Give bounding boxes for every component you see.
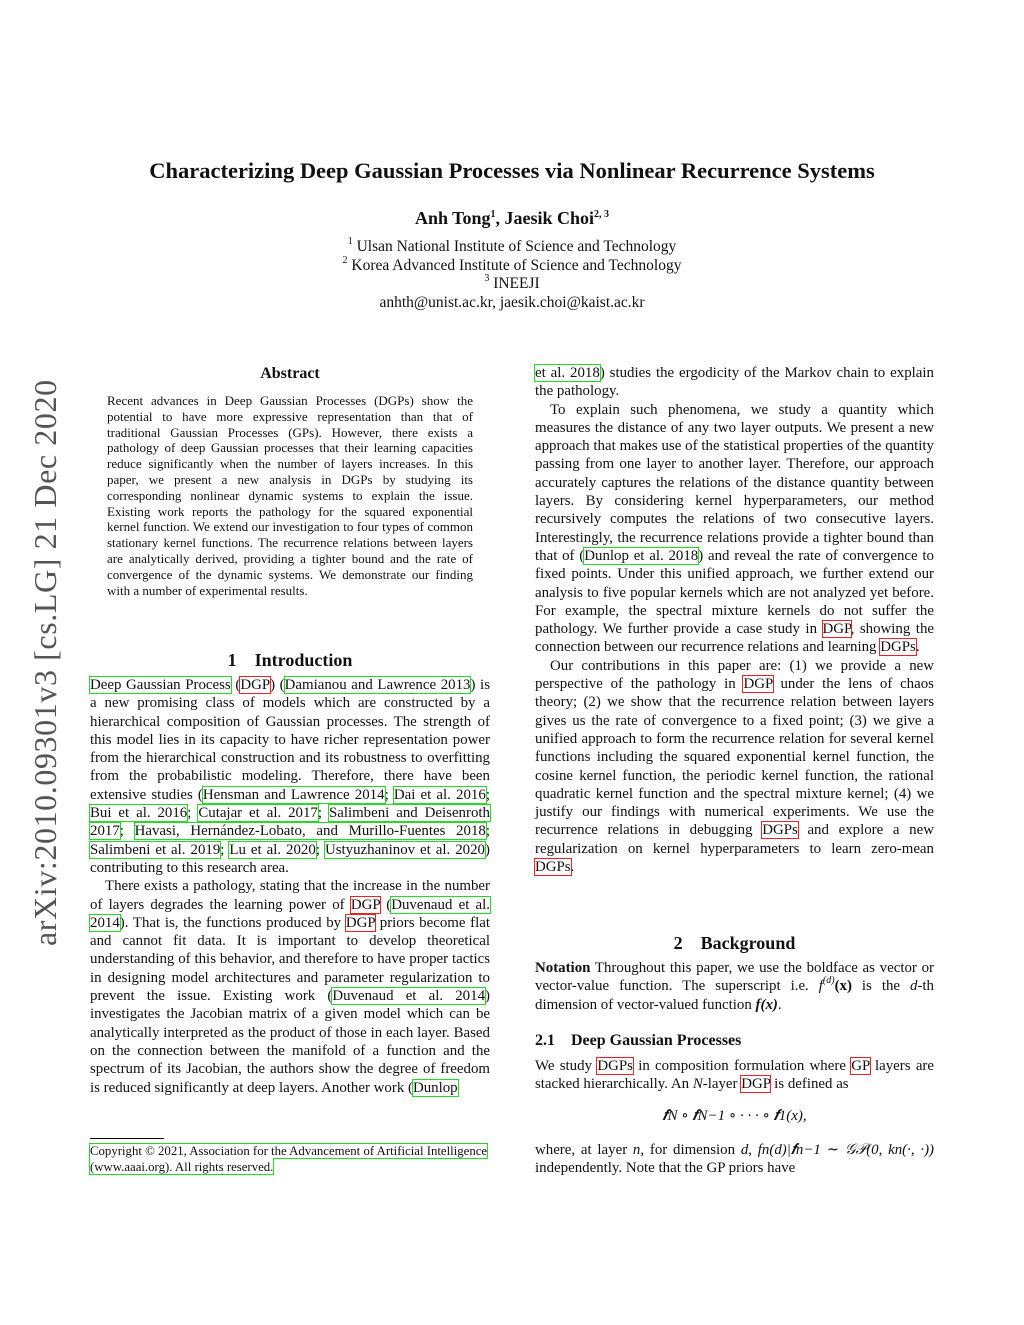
text-run: . [570,859,575,876]
text-run: in composition formulation where [632,1058,852,1074]
author-2: Jaesik Choi [504,208,595,228]
text-run: , for dimension [640,1142,741,1158]
link-dgp[interactable]: DGP [345,914,376,931]
text-run: under the lens of chaos theory; (2) we show that the recurrence relation between layers gives us the rate of convergence to a fixed point; (3) we give a unified approach to form the recurrence relation for several kernel functions including the squared exponential kernel function, the cosine kernel function, the periodic kernel function, the rational quadratic kernel function and the spectral mixture kernel; (4) we justify our findings with numerical experiments. We use the recurrence relations in debugging [535,676,934,839]
link-dgp[interactable]: DGP [822,621,851,638]
intro-paragraph-1 [90,676,490,877]
affiliation-2 [60,257,964,276]
right-paragraph-2 [535,657,934,877]
affiliation-3-sup: 3 [484,273,490,284]
text-run: There exists a pathology, stating that the increase in the number of layers degrades the learning power of [90,878,490,913]
text-run: To explain such phenomena, we study a quantity which measures the distance of any two layer outputs. We present a new approach that makes use of the statistical properties of the quantity passing from one layer to another layer. Therefore, our approach accurately captures the relations of the distance quantity between layers. By considering kernel hyperparameters, our method recursively computes the relations of two consecutive layers. Interestingly, the recurrence relations provide a tighter bound than that of ( [535,401,934,564]
citation-dai-2016[interactable]: Dai et al. 2016 [393,786,486,803]
link-dgps[interactable]: DGPs [880,639,916,656]
citation-hensman-2014[interactable]: Hensman and Lawrence 2014 [202,786,385,803]
text-run: We study [535,1058,598,1074]
math-n: n [632,1142,641,1158]
author-2-sup: 2, 3 [594,209,610,220]
citation-dunlop-2018[interactable]: et al. 2018 [535,365,600,381]
math-gp-prior: fn(d)|𝒇n−1 ∼ 𝒢𝒫(0, kn(·, ·)) [757,1142,934,1158]
right-paragraph-0 [535,364,934,401]
text-run: ( [380,896,392,913]
affiliation-1-sup: 1 [347,236,353,247]
affiliation-2-sup: 2 [342,255,348,266]
background-heading-text: Background [700,933,796,953]
author-1: Anh Tong [414,208,491,228]
link-dgp[interactable]: DGP [743,676,773,693]
dgp-composition-equation: 𝒇N ∘ 𝒇N−1 ∘ · · · ∘ 𝒇1(x), [662,1108,807,1124]
text-run: ; [315,841,325,858]
text-run: . [915,639,920,656]
text-run: , showing the connection between our recurrence relations and learning [535,621,934,656]
text-run: independently. Note that the GP priors have [535,1160,796,1177]
citation-lu-2020[interactable]: Lu et al. 2020 [229,841,316,858]
abstract-text: Recent advances in Deep Gaussian Processes (DGPs) show the potential to have more expressive representation than that of traditional Gaussian Processes (GPs). However, there exists a pathology of deep Gaussian processes that their learning capacities reduce significantly when the number of layers increases. In this paper, we present a new analysis in DGPs by studying its corresponding nonlinear dynamic systems to explain the issue. Existing work reports the pathology for the squared exponential kernel function. We extend our investigation to four types of common stationary kernel functions. The recurrence relations between layers are analytically derived, providing a tighter bound and the rate of convergence of the dynamic systems. We demonstrate our finding with a number of experimental results. [107,393,473,598]
affiliation-2-text: Korea Advanced Institute of Science and Technology [351,257,682,274]
text-run: ) is a new promising class of models which are constructed by a hierarchical composition of Gaussian processes. The strength of this model lies in its capacity to have richer representation power from the hierarchical construction and its robustness to overfitting from the probabilistic modeling. Therefore, there have been extensive studies ( [90,677,490,803]
dgp-definition-paragraph [535,1057,934,1094]
text-run: where, at layer [535,1142,633,1158]
affiliation-3 [60,275,964,294]
text-run: ( [230,677,241,693]
text-run: ) and reveal the rate of convergence to fixed points. Under this unified approach, we further extend our analysis to five popular kernels which are not analyzed yet before. For example, the spectral mixture kernels do not suffer the pathology. We further provide a case study in [535,547,934,638]
intro-heading-text: Introduction [254,650,353,670]
text-run: ; [384,786,394,803]
citation-duvenaud-2014[interactable]: Duvenaud et al. 2014 [90,896,491,931]
text-run: Throughout this paper, we use the boldface as vector or vector-value function. The superscript i.e. [535,960,934,995]
intro-heading [90,650,490,671]
text-run: ; [485,823,490,840]
link-deep-gaussian-process[interactable]: Deep Gaussian Process [90,677,231,693]
affiliation-1-text: Ulsan National Institute of Science and Technology [356,238,677,255]
right-paragraph-1 [535,401,934,657]
math-f-d-x: $f^{(d)}(x)$ [818,975,852,995]
citation-bui-2016[interactable]: Bui et al. 2016 [90,805,188,822]
citation-ustyuzhaninov-2020[interactable]: Ustyuzhaninov et al. 2020 [324,841,485,858]
affiliation-3-text: INEEJI [493,275,540,292]
copyright-footnote [90,1143,490,1175]
math-n-layer: N [692,1076,703,1093]
intro-number: 1 [227,650,237,670]
text-run: ; [187,805,199,822]
text-run: is defined as [770,1076,849,1093]
text-run: . [777,996,782,1013]
author-line [60,208,964,229]
text-run: ) studies the ergodicity of the Markov chain to explain the pathology. [535,365,934,400]
intro-paragraph-2 [90,877,490,1097]
link-gp[interactable]: GP [851,1058,870,1074]
footnote-rule [90,1138,164,1139]
author-emails: anhth@unist.ac.kr, jaesik.choi@kaist.ac.kr [379,294,645,311]
citation-dunlop[interactable]: Dunlop [412,1079,458,1096]
abstract-heading: Abstract [260,365,320,382]
text-run: -th dimension of vector-valued function [535,978,934,1013]
citation-cutajar-2017[interactable]: Cutajar et al. 2017 [198,805,318,822]
text-run: layers are stacked hierarchically. An [535,1058,935,1093]
citation-dunlop-2018[interactable]: Dunlop et al. 2018 [584,547,699,564]
text-run: priors become flat and cannot fit data. It is important to develop theoretical understanding of this behavior, and therefore to have proper tactics in designing model architectures and parameter regularization to prevent the issue. Existing work ( [90,914,490,1005]
citation-salimbeni-2017[interactable]: Salimbeni and Deisenroth 2017 [90,805,490,840]
citation-duvenaud-2014[interactable]: Duvenaud et al. 2014 [332,988,486,1005]
text-run: ; [317,805,329,822]
notation-paragraph [535,959,934,1014]
text-run: ) contributing to this research area. [90,841,490,876]
author-separator: , [495,208,505,228]
link-dgps[interactable]: DGPs [762,822,798,839]
link-dgp[interactable]: DGP [240,677,271,693]
author-1-sup: 1 [490,209,496,220]
link-dgps[interactable]: DGPs [597,1058,633,1074]
text-run: , [748,1142,758,1158]
background-heading [535,933,934,954]
math-d: d [910,978,918,995]
subsection-heading-text: Deep Gaussian Processes [571,1032,742,1049]
text-run: ; [119,823,135,840]
text-run: ; [485,786,490,803]
text-run: ) investigates the Jacobian matrix of a given model which can be analytically interpreted as the product of those in each layer. Based on the connection between the manifold of a function and the spectrum of its Jacobian, the authors show the degree of freedom is reduced significantly at deep layers. Another work ( [90,988,490,1096]
text-run: -layer [702,1076,742,1093]
text-run: and explore a new regularization on kernel hyperparameters to learn zero-mean [535,822,934,857]
subsection-number: 2.1 [535,1032,555,1049]
math-d: d [740,1142,749,1158]
paper-title: Characterizing Deep Gaussian Processes via Nonlinear Recurrence Systems [149,158,875,183]
text-run: ) ( [270,677,285,693]
citation-damianou-2013[interactable]: Damianou and Lawrence 2013 [284,677,471,693]
link-dgp[interactable]: DGP [350,896,381,913]
text-run: is the [851,978,910,995]
background-number: 2 [673,933,683,953]
where-paragraph [535,1141,934,1178]
citation-salimbeni-2019[interactable]: Salimbeni et al. 2019 [90,841,221,858]
notation-label: Notation [535,960,591,976]
arxiv-sidebar-stamp: arXiv:2010.09301v3 [cs.LG] 21 Dec 2020 [27,379,63,946]
text-run: ). That is, the functions produced by [119,914,346,931]
link-dgps[interactable]: DGPs [535,859,571,876]
intro-body [90,676,490,1097]
copyright-link[interactable]: Copyright © 2021, Association for the Advancement of Artificial Intelligence (www.aaai.org). All rights reserved. [90,1144,488,1174]
link-dgp[interactable]: DGP [741,1076,771,1093]
affiliation-1 [60,238,964,257]
math-f-x: f(x) [755,996,778,1013]
citation-havasi-2018[interactable]: Havasi, Hernández-Lobato, and Murillo-Fuentes 2018 [134,823,486,840]
right-column-body [535,364,934,876]
text-run: ; [220,841,230,858]
subsection-heading [535,1032,934,1050]
text-run: Our contributions in this paper are: (1) we provide a new perspective of the pathology in [535,657,934,693]
